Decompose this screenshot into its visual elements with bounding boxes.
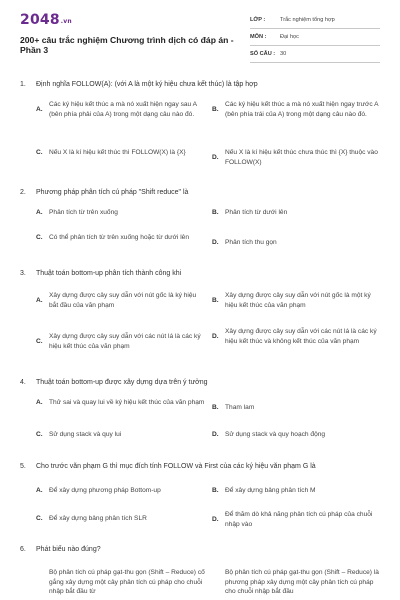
question-number: 3.	[20, 270, 26, 277]
meta-row-class	[250, 12, 380, 29]
option-text: Xây dựng được cây suy dẫn với nút gốc là ký hiệu bắt đầu của văn phạm	[49, 292, 197, 309]
question-number: 2.	[20, 189, 26, 196]
question-stem	[20, 545, 380, 555]
question-stem	[20, 80, 380, 90]
meta-label: LỚP :	[250, 17, 266, 23]
answer-option[interactable]	[36, 398, 211, 408]
answer-option[interactable]	[212, 568, 387, 597]
meta-value: Đại học	[280, 34, 299, 40]
option-text: Bộ phân tích cú pháp gạt-thu gọn (Shift – Reduce) là phương pháp xây dựng một cây phân tích cú pháp cho chuỗi nhập bắt đầu	[225, 569, 379, 596]
answer-option[interactable]	[36, 332, 211, 351]
answer-option[interactable]	[212, 100, 387, 119]
option-text: Sử dụng stack và quy lui	[49, 431, 122, 438]
option-letter: D.	[212, 333, 219, 341]
question-text: Thuật toán bottom-up được xây dựng dựa trên ý tưởng	[36, 379, 208, 386]
option-text: Để thăm dò khả năng phân tích cú pháp của chuỗi nhập vào	[225, 511, 373, 528]
option-letter: D.	[212, 431, 219, 439]
logo-suffix: .vn	[60, 18, 72, 25]
meta-label: SỐ CÂU :	[250, 51, 276, 57]
question-text: Định nghĩa FOLLOW(A): (với A là một ký hiệu chưa kết thúc) là tập hợp	[36, 81, 258, 88]
answer-option[interactable]	[36, 430, 211, 440]
option-text: Để xây dựng phương pháp Bottom-up	[49, 487, 161, 494]
option-text: Để xây dựng bảng phân tích M	[225, 487, 316, 494]
option-letter: B.	[212, 404, 219, 412]
question-item	[20, 378, 380, 439]
question-stem	[20, 378, 380, 388]
question-text: Phát biểu nào đúng?	[36, 546, 101, 553]
option-letter: C.	[36, 338, 43, 346]
answer-option[interactable]	[36, 100, 211, 119]
option-letter: B.	[212, 297, 219, 305]
question-item	[20, 80, 380, 166]
question-item	[20, 269, 380, 350]
answer-option[interactable]	[36, 291, 211, 310]
question-text: Cho trước văn phạm G thì mục đích tính FOLLOW và First của các ký hiệu văn phạm G là	[36, 463, 316, 470]
logo-text: 2048	[20, 12, 60, 28]
option-letter: A.	[36, 487, 43, 495]
option-text: Tham lam	[225, 404, 255, 411]
question-stem	[20, 188, 380, 198]
question-text: Thuật toán bottom-up phân tích thành công khi	[36, 270, 182, 277]
answer-option[interactable]	[212, 238, 387, 248]
answer-option[interactable]	[212, 208, 387, 218]
answer-option[interactable]	[36, 514, 211, 524]
option-text: Nếu X là kí hiệu kết thúc chưa thúc thì {X} thuộc vào FOLLOW(X)	[225, 149, 378, 166]
option-letter: D.	[212, 154, 219, 162]
question-stem	[20, 462, 380, 472]
site-logo[interactable]	[20, 12, 72, 28]
option-letter: B.	[212, 487, 219, 495]
answer-option[interactable]	[212, 486, 387, 496]
document-meta	[250, 12, 380, 63]
option-letter: C.	[36, 234, 43, 242]
option-text: Xây dựng được cây suy dẫn với các nút lá là các ký hiệu kết thúc của văn phạm	[49, 333, 201, 350]
question-item	[20, 545, 380, 596]
option-letter: C.	[36, 515, 43, 523]
question-number: 6.	[20, 546, 26, 553]
document-title: 200+ câu trắc nghiệm Chương trình dịch có đáp án - Phần 3	[20, 35, 234, 55]
answer-option[interactable]	[212, 403, 387, 413]
option-text: Có thể phân tích từ trên xuống hoặc từ dưới lên	[49, 234, 189, 241]
answer-option[interactable]	[36, 208, 211, 218]
question-number: 4.	[20, 379, 26, 386]
option-letter: D.	[212, 239, 219, 247]
question-number: 1.	[20, 81, 26, 88]
answer-option[interactable]	[36, 486, 211, 496]
meta-value: Trắc nghiệm tổng hợp	[280, 17, 335, 23]
question-stem	[20, 269, 380, 279]
meta-value: 30	[280, 51, 287, 57]
answer-option[interactable]	[36, 148, 211, 158]
answer-option[interactable]	[36, 233, 211, 243]
meta-row-subject	[250, 29, 380, 46]
meta-label: MÔN :	[250, 34, 267, 40]
option-text: Thử sai và quay lui về ký hiệu kết thúc của văn phạm	[49, 399, 205, 406]
option-text: Để xây dựng bảng phân tích SLR	[49, 515, 147, 522]
option-letter: B.	[212, 106, 219, 114]
option-text: Nếu X là kí hiệu kết thúc thì FOLLOW(X) là {X}	[49, 149, 186, 156]
answer-option[interactable]	[212, 291, 387, 310]
question-text: Phương pháp phân tích cú pháp "Shift reduce" là	[36, 189, 189, 196]
answer-option[interactable]	[212, 430, 387, 440]
option-text: Bộ phân tích cú pháp gạt-thu gọn (Shift – Reduce) cố gắng xây dựng một cây phân tích cú pháp cho chuỗi nhập bắt đầu từ	[49, 569, 205, 596]
option-text: Các ký hiệu kết thúc a mà nó xuất hiện ngay sau A (bên phía phải của A) trong một dạng câu nào đó.	[49, 101, 197, 118]
option-letter: A.	[36, 106, 43, 114]
option-letter: A.	[36, 209, 43, 217]
answer-option[interactable]	[212, 510, 387, 529]
answer-option[interactable]	[36, 568, 211, 597]
page-header	[0, 0, 400, 72]
option-letter: A.	[36, 297, 43, 305]
question-item	[20, 462, 380, 528]
question-item	[20, 188, 380, 247]
answer-option[interactable]	[212, 148, 387, 167]
answer-option[interactable]	[212, 327, 387, 346]
option-letter: B.	[212, 209, 219, 217]
option-text: Phân tích thu gọn	[225, 239, 277, 246]
option-text: Các ký hiệu kết thúc a mà nó xuất hiện ngay trước A (bên phía trái của A) trong một dạng câu nào đó.	[225, 101, 379, 118]
option-text: Xây dựng được cây suy dẫn với các nút lá là các ký hiệu kết thúc và không kết thúc của văn phạm	[225, 328, 377, 345]
option-letter: C.	[36, 149, 43, 157]
option-letter: D.	[212, 516, 219, 524]
option-text: Phân tích từ dưới lên	[225, 209, 288, 216]
option-letter: A.	[36, 399, 43, 407]
option-letter: C.	[36, 431, 43, 439]
option-text: Sử dụng stack và quy hoạch động	[225, 431, 326, 438]
question-number: 5.	[20, 463, 26, 470]
meta-row-count	[250, 46, 380, 63]
option-text: Phân tích từ trên xuống	[49, 209, 118, 216]
option-text: Xây dựng được cây suy dẫn với nút gốc là một ký hiệu kết thúc của văn phạm	[225, 292, 371, 309]
